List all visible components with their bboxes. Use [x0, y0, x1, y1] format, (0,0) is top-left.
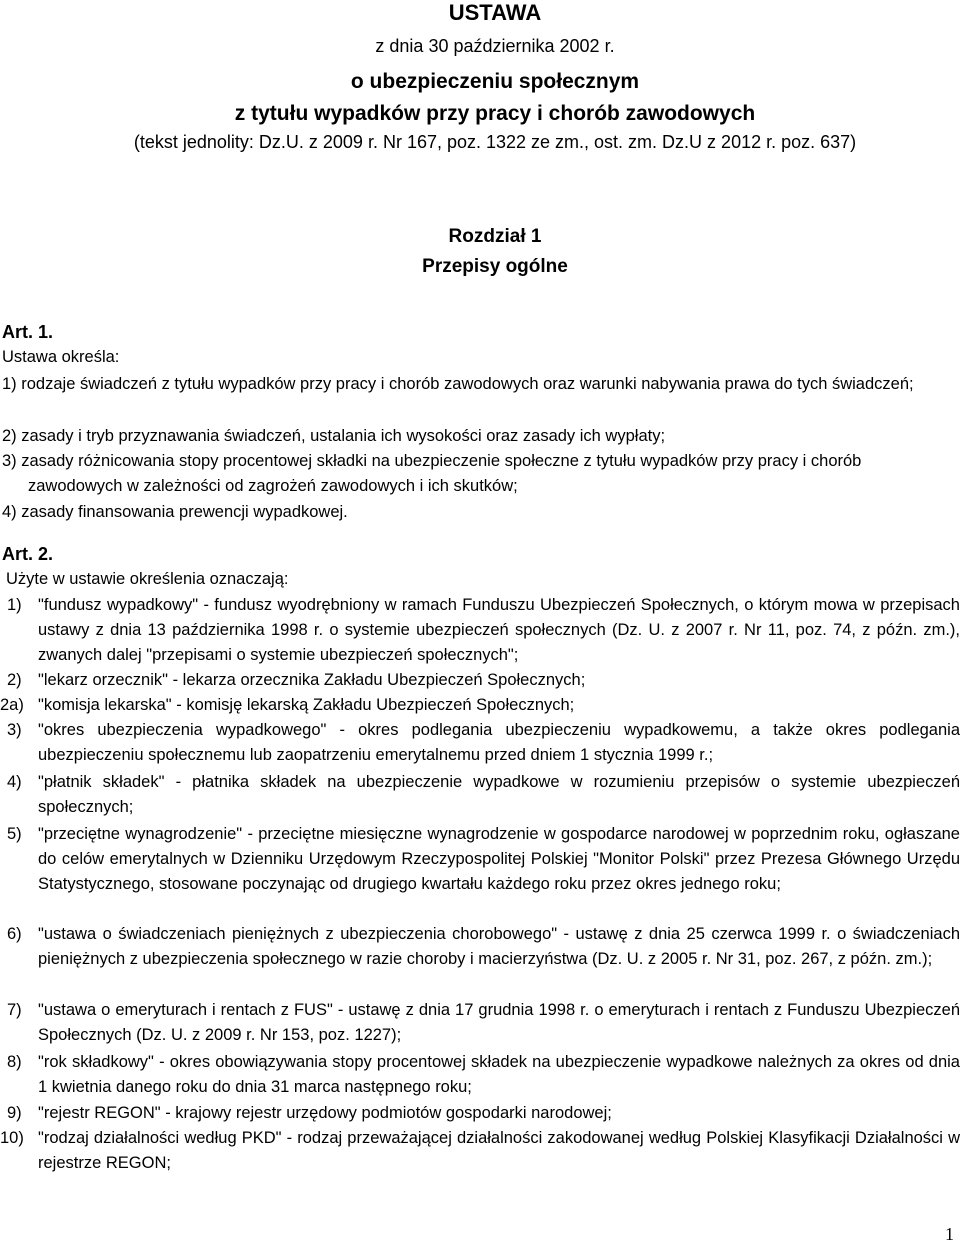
definition-text: "okres ubezpieczenia wypadkowego" - okres podlegania ubezpieczeniu wypadkowemu, a także okres podlegania ubezpieczeniu społecznemu lub zaopatrzeniu emerytalnemu przed dniem 1 stycznia 1999 r.; — [38, 721, 960, 764]
article-1-intro: Ustawa określa: — [2, 348, 120, 366]
article-1-item: 1) rodzaje świadczeń z tytułu wypadków przy pracy i chorób zawodowych oraz warunki nabywania prawa do tych świadczeń; — [2, 375, 914, 393]
definition-number: 4) — [7, 773, 22, 791]
page-number: 1 — [945, 1224, 954, 1244]
act-subject-line-2: z tytułu wypadków przy pracy i chorób zawodowych — [234, 102, 756, 125]
definition-item — [0, 668, 960, 693]
definition-text: "rejestr REGON" - krajowy rejestr urzędowy podmiotów gospodarki narodowej; — [38, 1104, 612, 1122]
definition-item — [0, 718, 960, 768]
definition-text: "komisja lekarska" - komisję lekarską Zakładu Ubezpieczeń Społecznych; — [38, 696, 575, 714]
definition-text: "rok składkowy" - okres obowiązywania stopy procentowej składek na ubezpieczenie wypadkowe należnych za okres od dnia 1 kwietnia danego roku do dnia 31 marca następnego roku; — [38, 1053, 960, 1096]
definition-number: 6) — [7, 925, 22, 943]
chapter-title: Przepisy ogólne — [422, 256, 568, 277]
chapter-label: Rozdział 1 — [448, 226, 542, 247]
article-2-label: Art. 2. — [2, 544, 54, 564]
definition-item — [0, 1050, 960, 1100]
definition-number: 7) — [7, 1001, 22, 1019]
article-2-intro: Użyte w ustawie określenia oznaczają: — [6, 570, 289, 588]
definition-number: 9) — [7, 1104, 22, 1122]
definition-text: "ustawa o emeryturach i rentach z FUS" - ustawę z dnia 17 grudnia 1998 r. o emeryturach i rentach z Funduszu Ubezpieczeń Społecznych (Dz. U. z 2009 r. Nr 153, poz. 1227); — [38, 1001, 960, 1044]
definition-item — [0, 770, 960, 820]
definition-item — [0, 998, 960, 1048]
chapter-heading — [0, 222, 960, 282]
definition-number: 5) — [7, 825, 22, 843]
article-1-item: 2) zasady i tryb przyznawania świadczeń, ustalania ich wysokości oraz zasady ich wypłaty; — [2, 427, 666, 445]
definition-item — [0, 822, 960, 897]
consolidated-text-note: (tekst jednolity: Dz.U. z 2009 r. Nr 167, poz. 1322 ze zm., ost. zm. Dz.U z 2012 r. poz. 637) — [133, 132, 857, 152]
definition-item — [0, 1101, 960, 1126]
act-date: z dnia 30 października 2002 r. — [375, 36, 615, 56]
act-title: USTAWA — [448, 0, 542, 25]
definition-number: 2) — [7, 671, 22, 689]
act-subject — [0, 66, 960, 130]
definition-number: 10) — [0, 1129, 24, 1147]
definition-text: "lekarz orzecznik" - lekarza orzecznika Zakładu Ubezpieczeń Społecznych; — [38, 671, 586, 689]
definition-number: 3) — [7, 721, 22, 739]
definition-number: 1) — [7, 596, 22, 614]
definition-item — [0, 593, 960, 668]
definition-item — [0, 922, 960, 972]
article-1-item: 4) zasady finansowania prewencji wypadkowej. — [2, 503, 348, 521]
definition-item — [0, 1126, 960, 1176]
article-1-item: 3) zasady różnicowania stopy procentowej składki na ubezpieczenie społeczne z tytułu wypadków przy pracy i chorób zawodowych w zależności od zagrożeń zawodowych i ich skutków; — [2, 452, 862, 495]
article-1-label: Art. 1. — [2, 322, 54, 342]
act-subject-line-1: o ubezpieczeniu społecznym — [350, 70, 640, 93]
definition-item — [0, 693, 960, 718]
definition-text: "przeciętne wynagrodzenie" - przeciętne miesięczne wynagrodzenie w gospodarce narodowej w poprzednim roku, ogłaszane do celów emerytalnych w Dzienniku Urzędowym Rzeczypospolitej Polskiej "Monitor Polski" przez Prezesa Głównego Urzędu Statystycznego, stosowane poczynając od drugiego kwartału każdego roku przez okres jednego roku; — [38, 825, 960, 893]
definition-text: "ustawa o świadczeniach pieniężnych z ubezpieczenia chorobowego" - ustawę z dnia 25 czerwca 1999 r. o świadczeniach pieniężnych z ubezpieczenia społecznego w razie choroby i macierzyństwa (Dz. U. z 2005 r. Nr 31, poz. 267, z późn. zm.); — [38, 925, 960, 968]
definition-number: 8) — [7, 1053, 22, 1071]
definition-text: "fundusz wypadkowy" - fundusz wyodrębniony w ramach Funduszu Ubezpieczeń Społecznych, o którym mowa w przepisach ustawy z dnia 13 października 1998 r. o systemie ubezpieczeń społecznych (Dz. U. z 2007 r. Nr 11, poz. 74, z późn. zm.), zwanych dalej "przepisami o systemie ubezpieczeń społecznych"; — [38, 596, 960, 664]
definition-text: "płatnik składek" - płatnika składek na ubezpieczenie wypadkowe w rozumieniu przepisów o systemie ubezpieczeń społecznych; — [38, 773, 960, 816]
definition-number: 2a) — [0, 696, 24, 714]
definition-text: "rodzaj działalności według PKD" - rodzaj przeważającej działalności zakodowanej według Polskiej Klasyfikacji Działalności w rejestrze REGON; — [38, 1129, 960, 1172]
